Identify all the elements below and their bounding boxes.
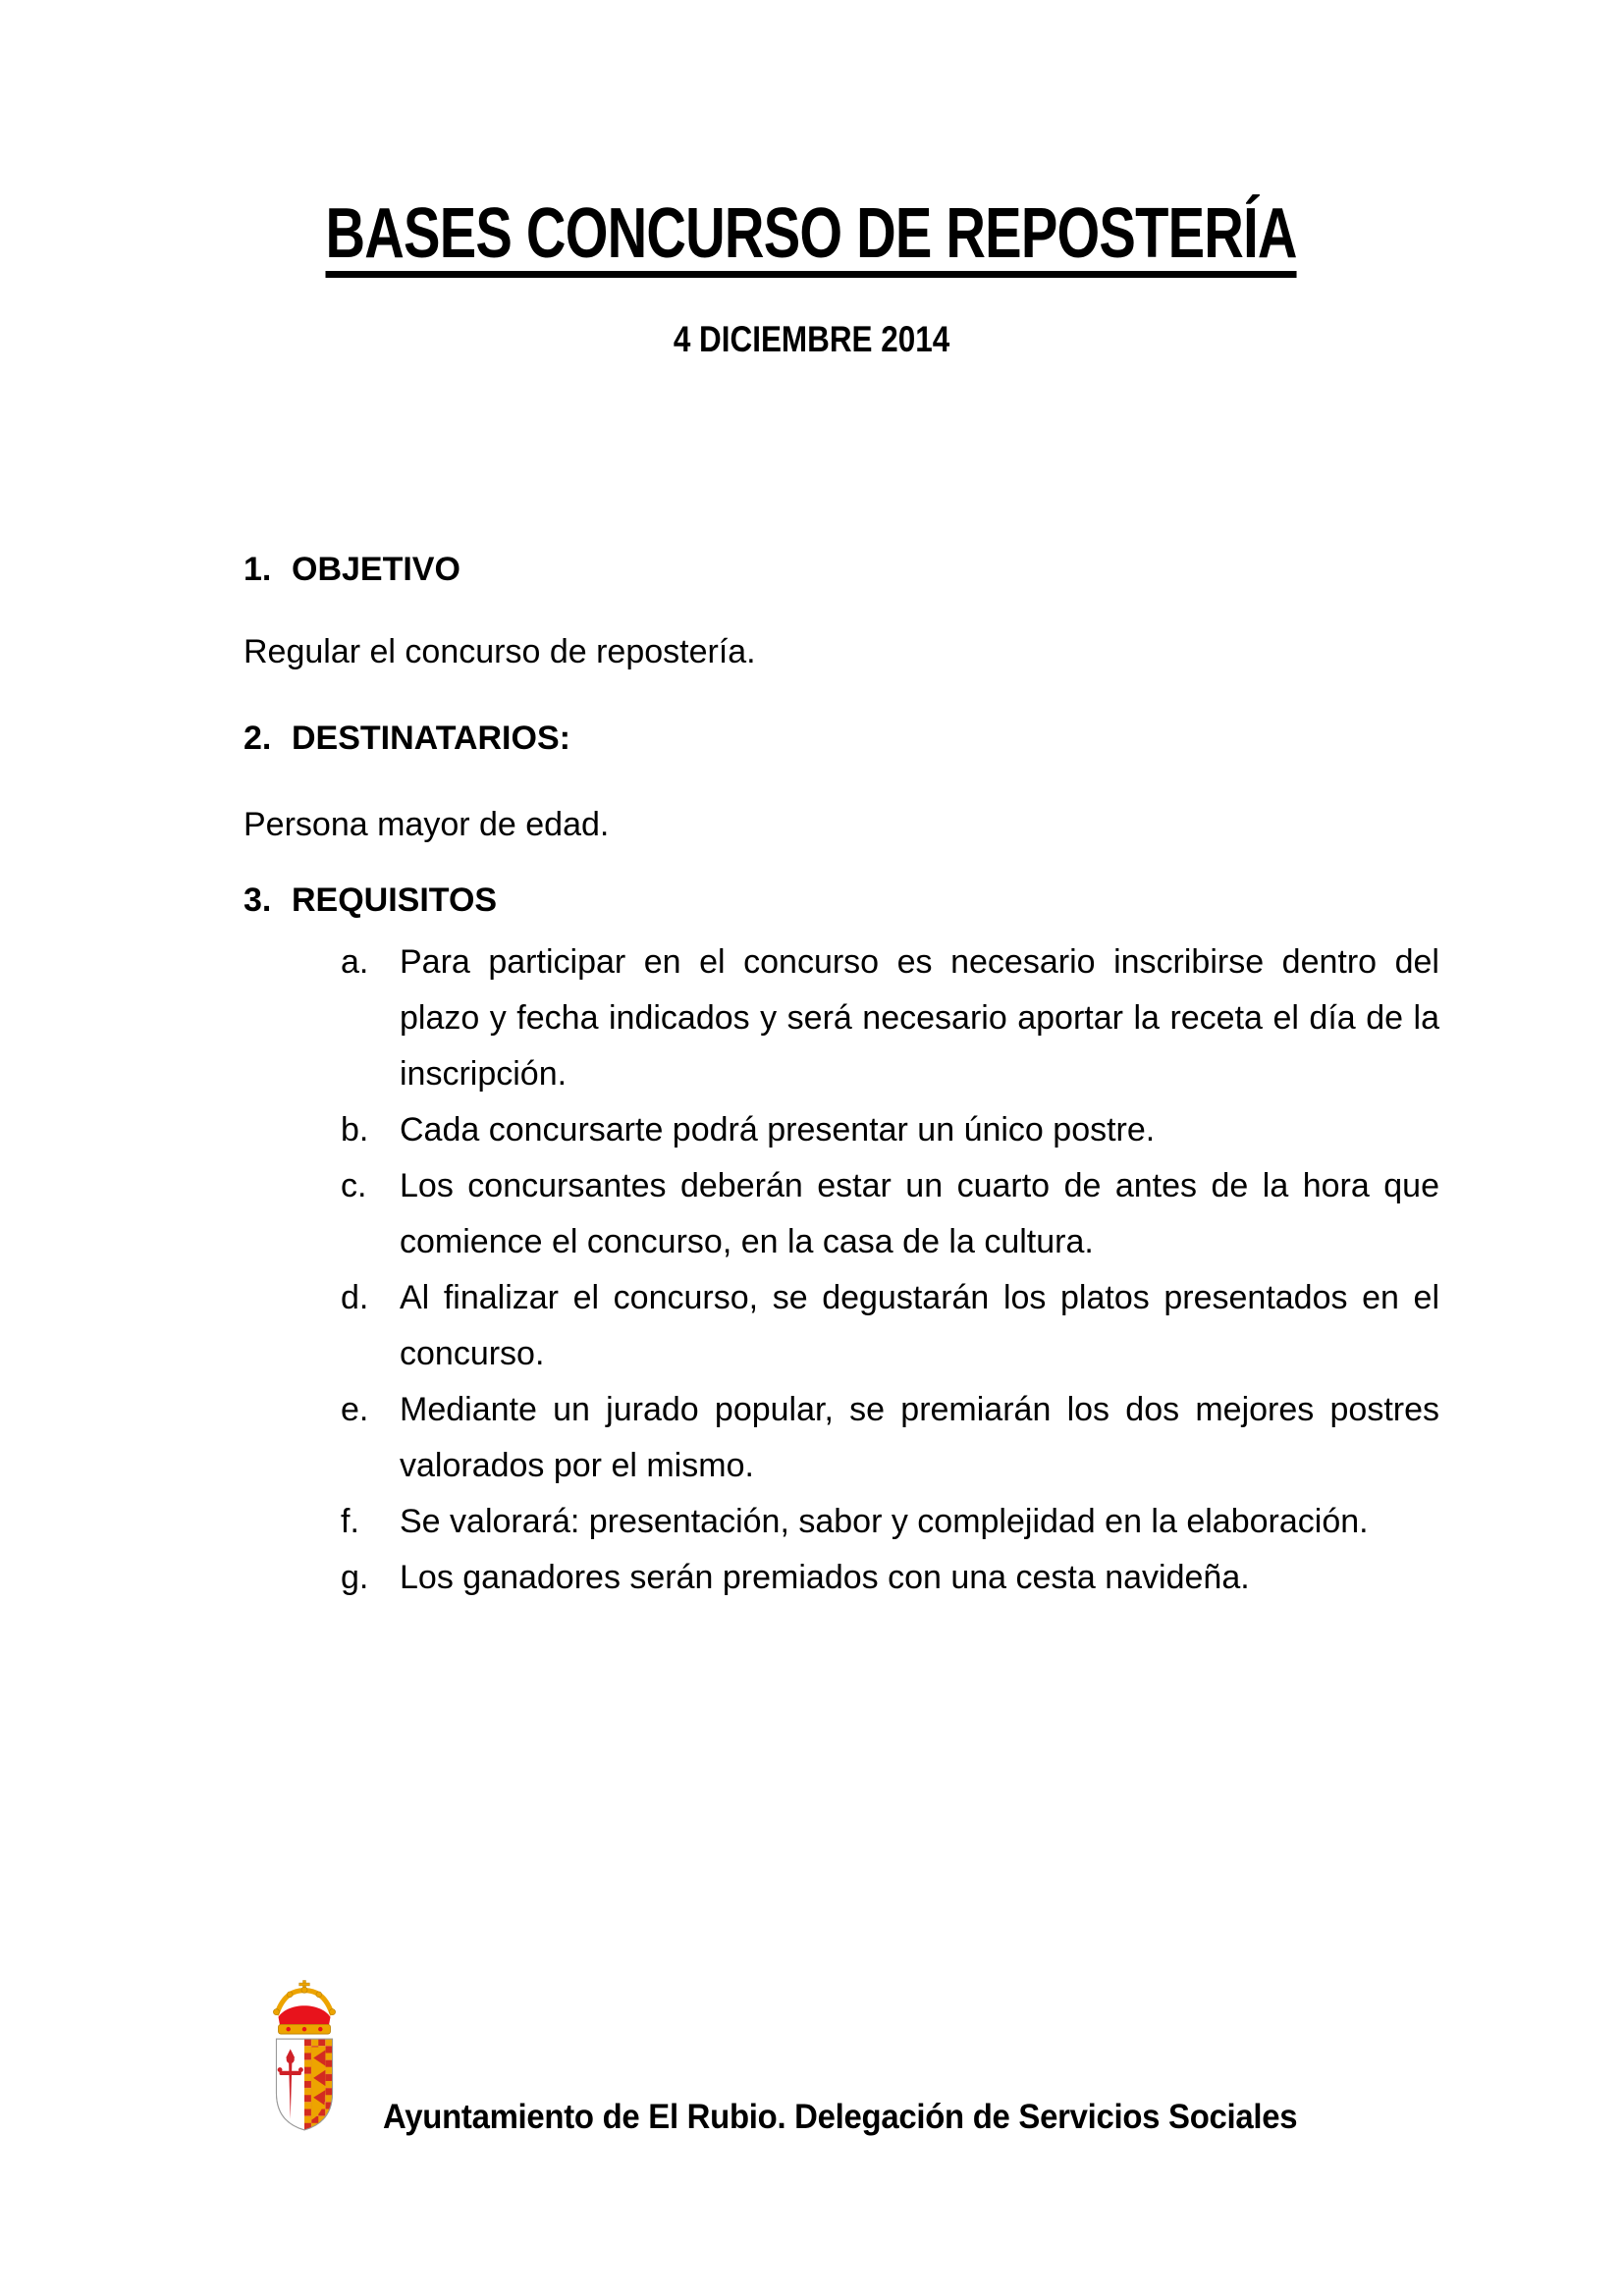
section-heading-requisitos: [243, 873, 1439, 929]
list-item: [243, 934, 1439, 1102]
section-objetivo: [243, 542, 1439, 680]
document-body: [243, 542, 1439, 1606]
list-item: [243, 1550, 1439, 1606]
section-destinatarios: [243, 711, 1439, 853]
section-number: 3.: [243, 881, 272, 919]
shield-icon: [276, 2039, 332, 2134]
list-item-marker: d.: [341, 1279, 369, 1316]
list-item-marker: e.: [341, 1391, 369, 1428]
section-label: REQUISITOS: [292, 881, 498, 919]
section-number: 2.: [243, 720, 272, 757]
list-item-marker: f.: [341, 1503, 359, 1540]
list-item: [243, 1102, 1439, 1158]
section-paragraph-objetivo: Regular el concurso de repostería.: [243, 633, 756, 670]
coat-of-arms-icon: [263, 1979, 346, 2134]
list-item: [243, 1270, 1439, 1382]
section-paragraph-destinatarios: Persona mayor de edad.: [243, 806, 610, 843]
list-item-text: Al finalizar el concurso, se degustarán los platos presentados en el concurso.: [400, 1279, 1439, 1372]
list-item-marker: g.: [341, 1559, 369, 1596]
list-item-marker: a.: [341, 943, 369, 981]
section-heading-destinatarios: [243, 711, 1439, 767]
list-item: [243, 1494, 1439, 1550]
list-item-text: Los ganadores serán premiados con una cesta navideña.: [400, 1559, 1250, 1596]
section-label: OBJETIVO: [292, 551, 460, 588]
list-item-text: Cada concursarte podrá presentar un único postre.: [400, 1111, 1156, 1148]
section-number: 1.: [243, 551, 272, 588]
list-item-marker: b.: [341, 1111, 369, 1148]
section-label: DESTINATARIOS:: [292, 720, 570, 757]
document-subtitle: 4 DICIEMBRE 2014: [673, 319, 950, 359]
list-item-text: Mediante un jurado popular, se premiarán los dos mejores postres valorados por el mismo.: [400, 1391, 1439, 1484]
footer-text: Ayuntamiento de El Rubio. Delegación de Servicios Sociales: [383, 2098, 1298, 2136]
title-block: [0, 196, 1623, 278]
section-requisitos: [243, 873, 1439, 1606]
list-item: [243, 1158, 1439, 1270]
requisitos-list: [243, 934, 1439, 1606]
document-title: BASES CONCURSO DE REPOSTERÍA: [326, 196, 1297, 278]
subtitle-block: [0, 318, 1623, 361]
crown-icon: [273, 1981, 335, 2035]
list-item-marker: c.: [341, 1167, 367, 1204]
section-heading-objetivo: [243, 542, 1439, 598]
list-item-text: Se valorará: presentación, sabor y complejidad en la elaboración.: [400, 1503, 1369, 1540]
list-item-text: Los concursantes deberán estar un cuarto de antes de la hora que comience el concurso, en la casa de la cultura.: [400, 1167, 1439, 1260]
list-item: [243, 1382, 1439, 1494]
list-item-text: Para participar en el concurso es necesario inscribirse dentro del plazo y fecha indicados y será necesario aportar la receta el día de la inscripción.: [400, 943, 1439, 1093]
